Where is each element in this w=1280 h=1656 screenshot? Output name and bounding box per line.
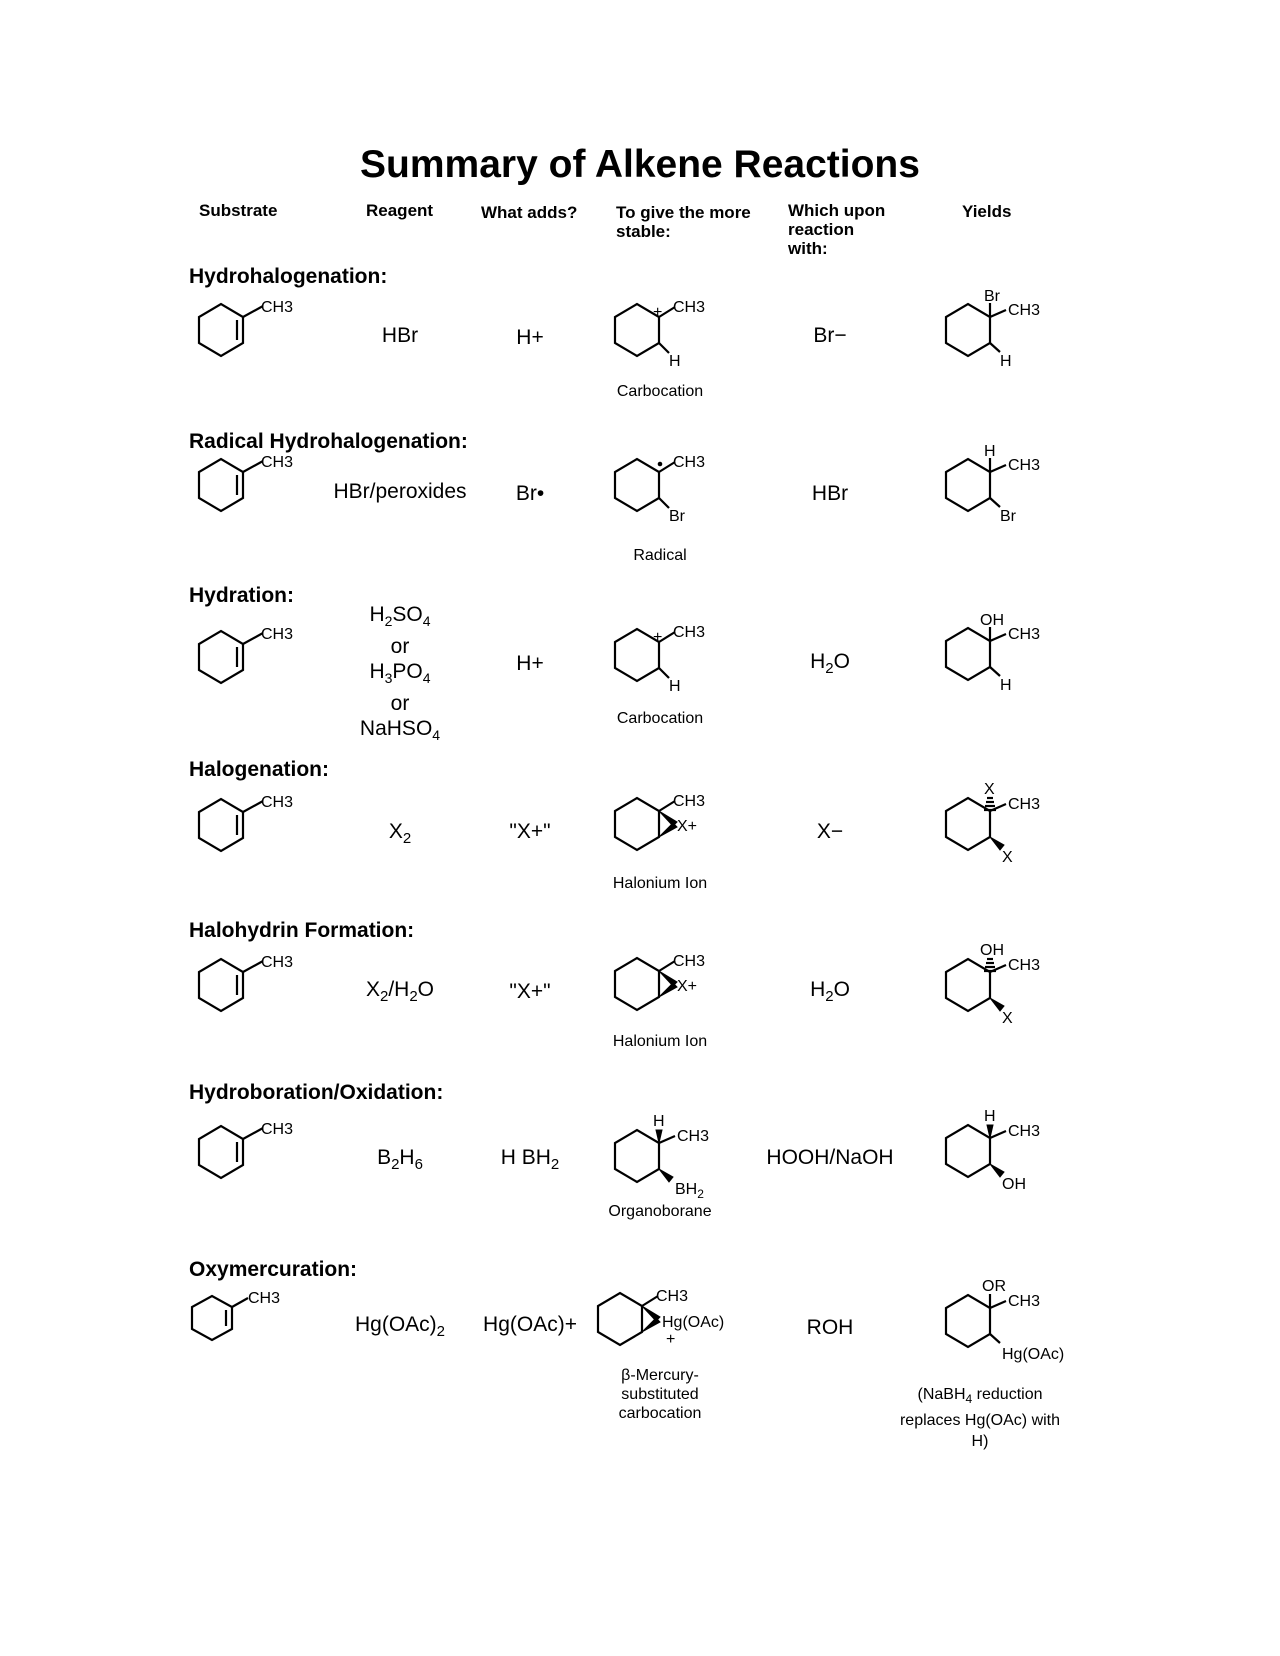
intermediate-molecule	[590, 1288, 750, 1367]
svg-text:CH3: CH3	[673, 953, 706, 970]
svg-text:OH: OH	[980, 942, 1004, 959]
product-molecule	[938, 288, 1058, 381]
product-molecule	[938, 443, 1058, 536]
svg-text:H: H	[984, 443, 996, 460]
svg-text:Br: Br	[984, 288, 1000, 305]
substrate-molecule	[185, 795, 305, 870]
reagent-line: $H_3PO_4$	[369, 660, 431, 687]
caption-line: substituted	[621, 1386, 699, 1403]
reagent-line: or	[390, 635, 410, 659]
substrate-molecule	[178, 1290, 298, 1365]
section-title-halogenation: Halogenation:	[189, 758, 329, 781]
header-what-adds: What adds?	[481, 203, 578, 222]
svg-text:CH3: CH3	[673, 454, 706, 471]
attacker-label: Br−	[813, 324, 847, 347]
svg-text:BH2: $BH_2$	[675, 1181, 704, 1201]
svg-text:X: X	[1002, 849, 1013, 866]
adds-label: Br•	[515, 482, 545, 505]
svg-text:CH3: CH3	[1008, 1123, 1041, 1140]
product-molecule	[938, 1278, 1078, 1377]
intermediate-molecule	[607, 299, 727, 378]
reagent-label: HBr/peroxides	[333, 480, 467, 503]
adds-label: "X+"	[509, 980, 551, 1003]
substrate-molecule	[185, 300, 305, 375]
intermediate-molecule	[607, 1113, 727, 1212]
caption-line: carbocation	[618, 1405, 702, 1422]
header-yields: Yields	[962, 202, 1012, 221]
svg-text:CH3: CH3	[261, 1121, 294, 1138]
header-which-upon: Which upon reaction with:	[788, 201, 886, 258]
svg-text:CH3: CH3	[261, 794, 294, 811]
reagent-line: $H_2SO_4$	[369, 603, 431, 630]
reagent-label: HBr	[381, 324, 419, 347]
svg-text:CH3: CH3	[261, 299, 294, 316]
reagent-label: $X_2/H_2O$	[365, 978, 435, 1006]
svg-text:CH3: CH3	[1008, 626, 1041, 643]
svg-text:CH3: CH3	[1008, 796, 1041, 813]
section-title-halohydrin: Halohydrin Formation:	[189, 919, 415, 942]
adds-label: H $BH_2$	[500, 1146, 560, 1174]
svg-text:X: X	[984, 781, 995, 798]
intermediate-caption: Radical	[633, 547, 687, 564]
svg-text:CH3: CH3	[673, 793, 706, 810]
svg-text:CH3: CH3	[261, 454, 294, 471]
svg-text:OH: OH	[980, 612, 1004, 629]
svg-text:CH3: CH3	[673, 624, 706, 641]
attacker-label: ROH	[806, 1316, 854, 1339]
substrate-molecule	[185, 1122, 305, 1197]
svg-text:H: H	[669, 678, 681, 695]
svg-text:X: X	[1002, 1010, 1013, 1027]
svg-text:H: H	[984, 1108, 996, 1125]
svg-text:H: H	[1000, 677, 1012, 694]
adds-label: "X+"	[509, 820, 551, 843]
attacker-label: $H_2O$	[810, 978, 850, 1006]
note-line: H)	[971, 1433, 989, 1451]
svg-text:CH3: CH3	[1008, 457, 1041, 474]
product-molecule	[938, 781, 1058, 875]
svg-text:+: +	[653, 629, 663, 646]
svg-text:CH3: CH3	[673, 299, 706, 316]
page-title: Summary of Alkene Reactions	[360, 143, 920, 186]
section-title-hydrohalogenation: Hydrohalogenation:	[189, 265, 388, 288]
section-title-oxymercuration: Oxymercuration:	[189, 1258, 358, 1281]
svg-text:H: H	[653, 1113, 665, 1130]
svg-text:CH3: CH3	[261, 954, 294, 971]
header-substrate: Substrate	[199, 201, 278, 220]
reagent-stack	[340, 602, 460, 749]
note-line: replaces Hg(OAc) with	[899, 1412, 1061, 1430]
intermediate-caption: Halonium Ion	[612, 875, 708, 892]
svg-text:H: H	[1000, 353, 1012, 370]
intermediate-molecule	[607, 953, 727, 1032]
adds-label: H+	[516, 326, 544, 349]
attacker-label: $H_2O$	[810, 650, 850, 678]
product-note	[880, 1384, 1080, 1452]
substrate-molecule	[185, 627, 305, 702]
svg-text:H: H	[669, 353, 681, 370]
svg-text:+: +	[666, 1331, 676, 1348]
intermediate-caption: Carbocation	[616, 710, 704, 727]
reagent-line: NaHSO$_4$	[359, 717, 441, 744]
adds-label: Hg(OAc)+	[483, 1313, 577, 1336]
caption-line: β-Mercury-	[621, 1367, 699, 1384]
svg-text:Br: Br	[669, 508, 685, 525]
product-molecule	[938, 612, 1058, 705]
svg-text:CH3: CH3	[248, 1290, 281, 1307]
reagent-label: $X_2$	[388, 820, 412, 848]
intermediate-molecule	[607, 624, 727, 703]
intermediate-caption	[590, 1366, 730, 1423]
section-title-hydration: Hydration:	[189, 584, 294, 607]
svg-text:CH3: CH3	[1008, 957, 1041, 974]
svg-text:CH3: CH3	[261, 626, 294, 643]
svg-text:OR: OR	[982, 1278, 1006, 1295]
attacker-label: HBr	[811, 482, 849, 505]
svg-text:Hg(OAc): Hg(OAc)	[662, 1314, 725, 1331]
intermediate-caption: Carbocation	[616, 383, 704, 400]
attacker-label: HOOH/NaOH	[766, 1146, 894, 1169]
svg-text:X+: X+	[677, 818, 698, 835]
svg-text:CH3: CH3	[677, 1128, 710, 1145]
product-molecule	[938, 1108, 1058, 1202]
svg-text:CH3: CH3	[1008, 1293, 1041, 1310]
adds-label: H+	[516, 652, 544, 675]
note-line: (NaBH$_4$ reduction	[917, 1386, 1043, 1407]
substrate-molecule	[185, 955, 305, 1030]
svg-text:CH3: CH3	[656, 1288, 689, 1305]
svg-text:Hg(OAc): Hg(OAc)	[1002, 1346, 1065, 1363]
svg-text:CH3: CH3	[1008, 302, 1041, 319]
product-molecule	[938, 942, 1058, 1036]
section-title-radical-hydrohalogenation: Radical Hydrohalogenation:	[189, 430, 468, 453]
svg-text:OH: OH	[1002, 1176, 1026, 1193]
substrate-molecule	[185, 455, 305, 530]
intermediate-molecule	[607, 454, 727, 533]
svg-text:Br: Br	[1000, 508, 1016, 525]
reagent-label: $B_2H_6$	[377, 1146, 423, 1174]
reagent-line: or	[390, 692, 410, 716]
header-reagent: Reagent	[366, 201, 434, 220]
svg-text:X+: X+	[677, 978, 698, 995]
header-to-give: To give the more stable:	[616, 203, 751, 241]
section-title-hydroboration: Hydroboration/Oxidation:	[189, 1081, 444, 1104]
svg-text:+: +	[653, 304, 663, 321]
intermediate-molecule	[607, 793, 727, 872]
reagent-label: $Hg(OAc)_2$	[354, 1313, 446, 1341]
intermediate-caption: Organoborane	[608, 1203, 712, 1220]
attacker-label: X−	[816, 820, 844, 843]
intermediate-caption: Halonium Ion	[612, 1033, 708, 1050]
